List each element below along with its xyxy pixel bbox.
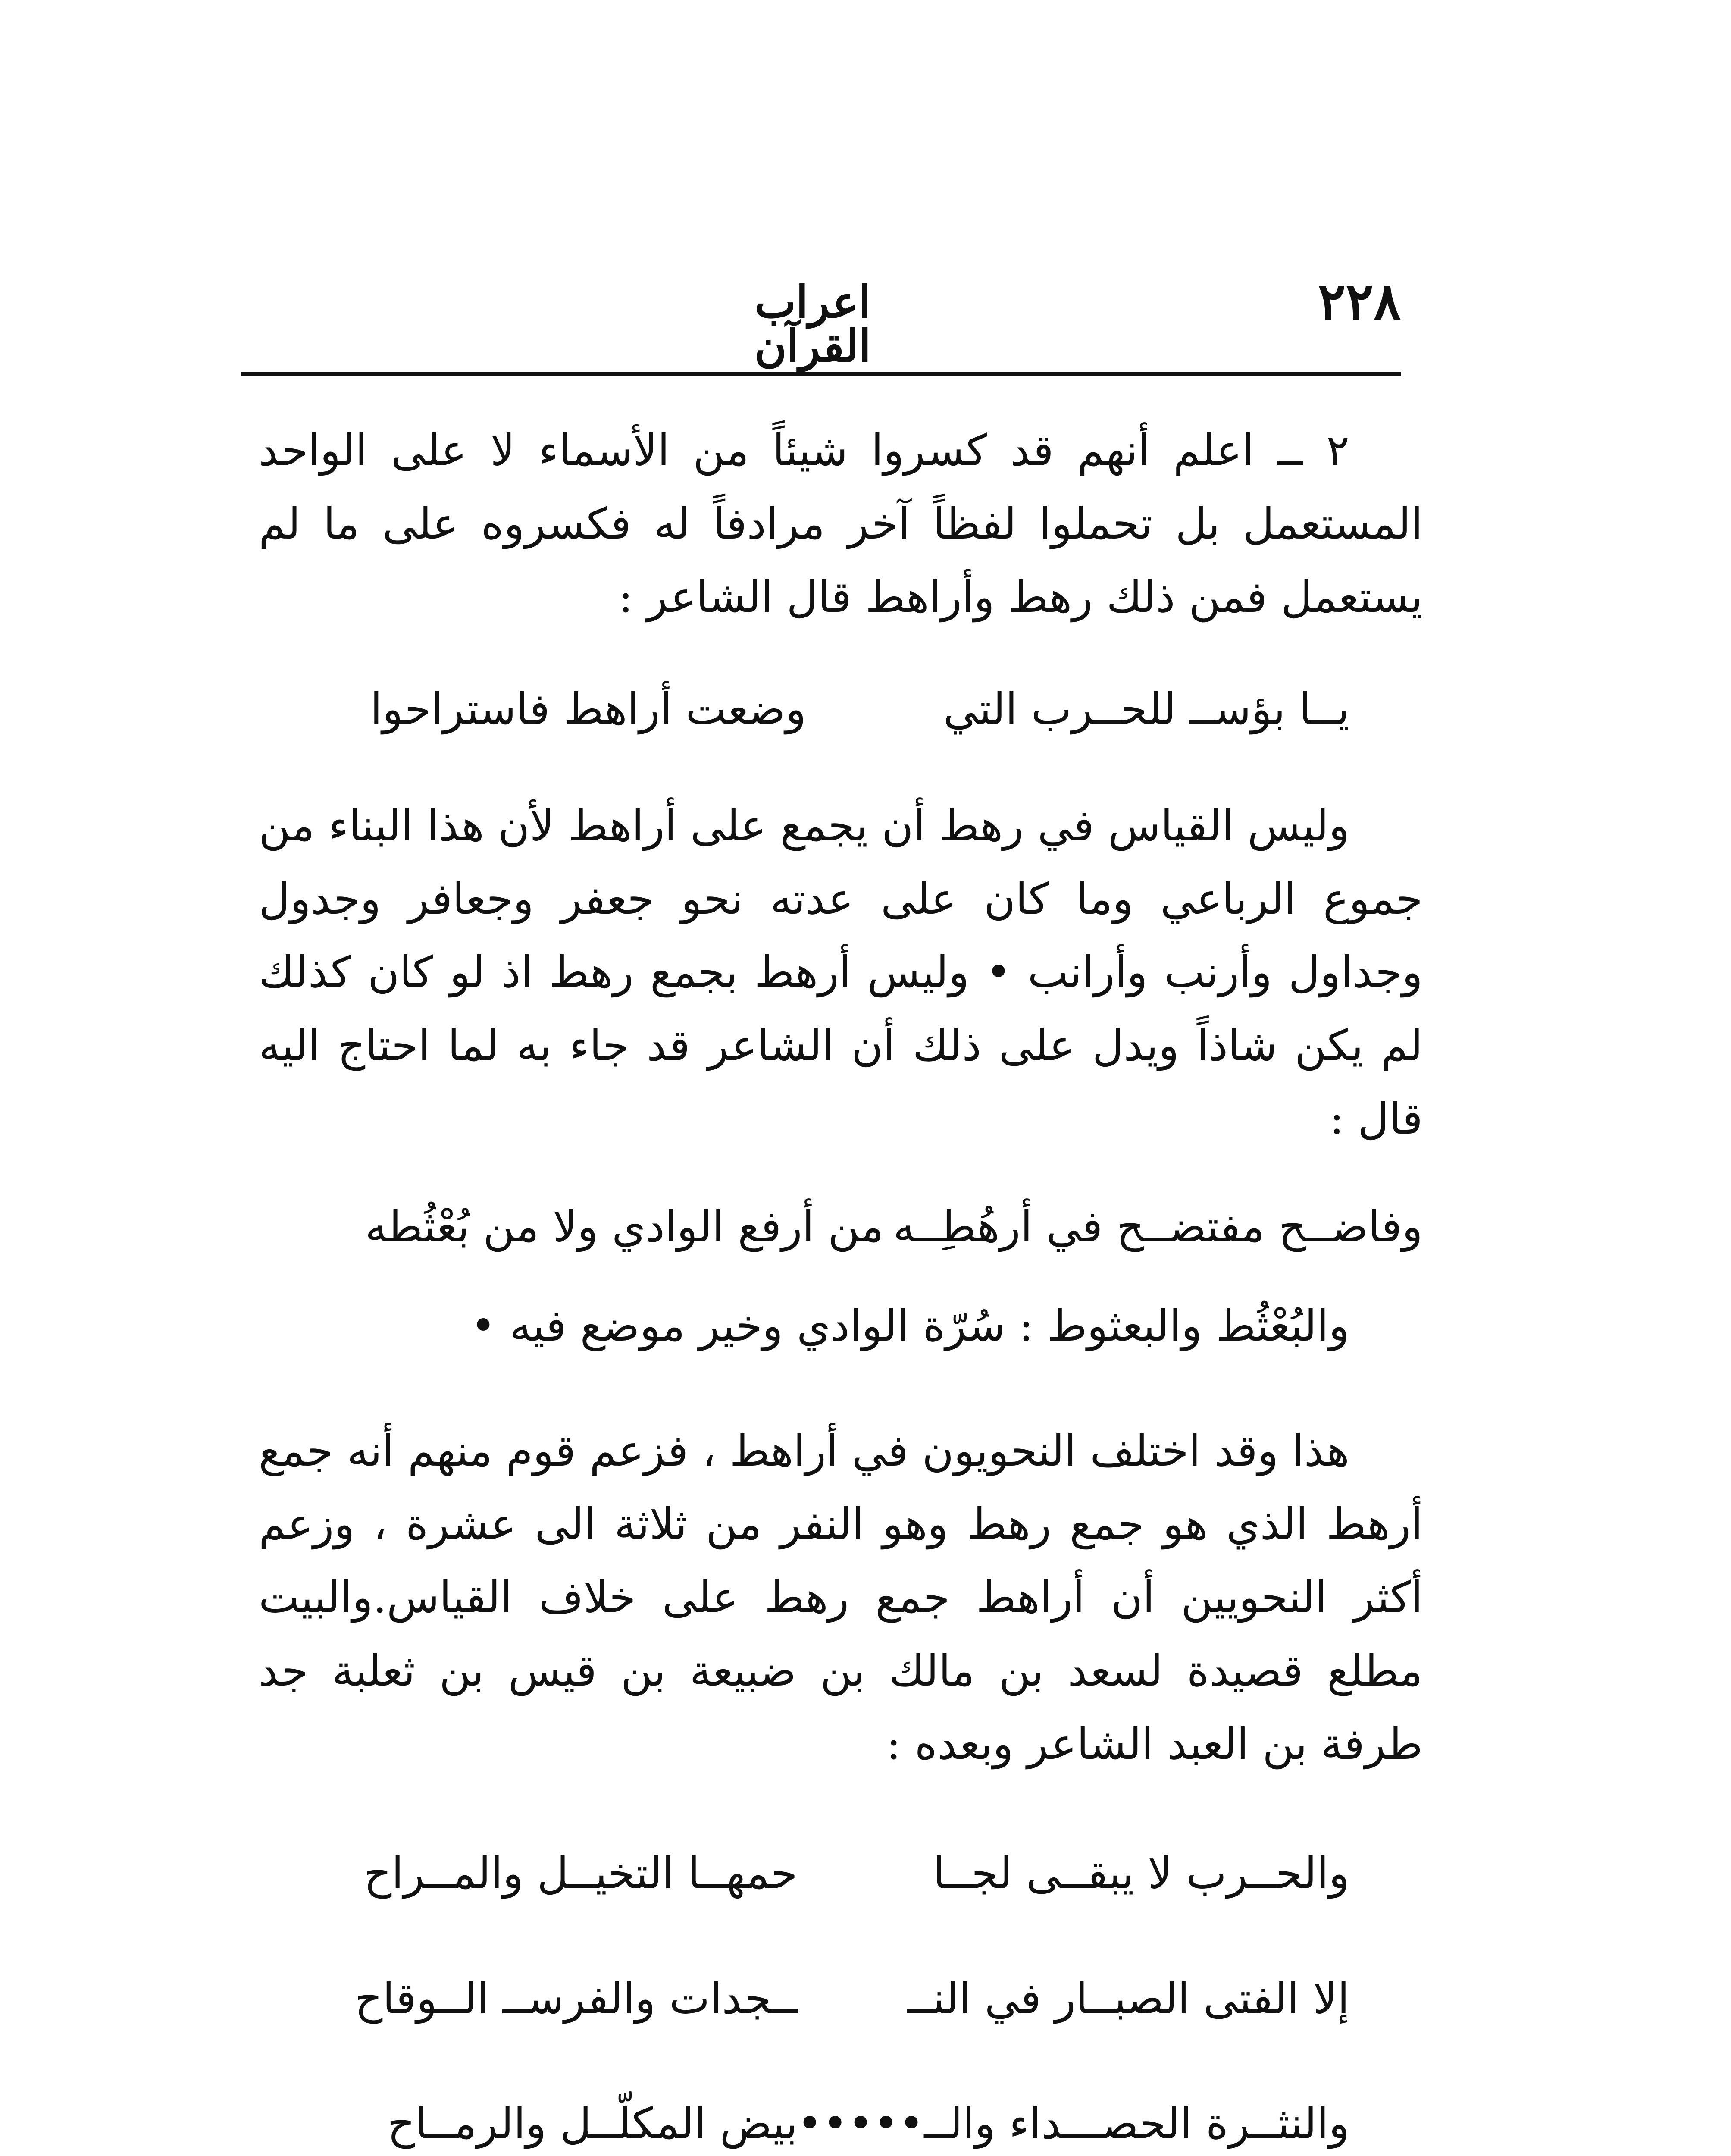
verse-hemistich-second: ــجدات والفرســ الــوقاح [354,1973,798,2024]
verse-hemistich-second: بيض المكلّــل والرمــاح [387,2098,798,2149]
page-number: ٢٢٨ [1318,271,1401,332]
paragraph-1: ٢ ــ اعلم أنهم قد كسروا شيئاً من الأسماء لا على الواحد المستعمل بل تحملوا لفظاً آخر مرادفاً له فكسروه على ما لم يستعمل فمن ذلك رهط وأراهط قال الشاعر : [259,425,1423,622]
paragraph-2: وليس القياس في رهط أن يجمع على أراهط لأن هذا البناء من جموع الرباعي وما كان على عدته نحو جعفر وجعافر وجدول وجداول وأرنب وأرانب • وليس أرهط بجمع رهط اذ لو كان كذلك لم يكن شاذاً ويدل على ذلك أن الشاعر قد جاء به لما احتاج اليه قال : [259,800,1423,1144]
running-title: اعراب القرآن [754,276,871,372]
verse-hemistich-second: من أرفع الوادي ولا من بُعْثُطه [365,1201,884,1252]
verse-4 [259,1966,1423,2031]
verse-2 [259,1194,1423,1259]
page-header [241,259,1401,372]
paragraph-4: هذا وقد اختلف النحويون في أراهط ، فزعم قوم منهم أنه جمع أرهط الذي هو جمع رهط وهو النفر من ثلاثة الى عشرة ، وزعم أكثر النحويين أن أراهط جمع رهط على خلاف القياس.والبيت مطلع قصيدة لسعد بن مالك بن ضبيعة بن قيس بن ثعلبة جد طرفة بن العبد الشاعر وبعده : [259,1426,1423,1769]
verse-1 [259,677,1423,742]
paragraph-3: والبُعْثُط والبعثوط : سُرّة الوادي وخير موضع فيه • [470,1300,1349,1351]
verse-hemistich-first: وفاضــح مفتضــح في أرهُطِــه [893,1201,1423,1252]
page-body [259,414,1423,2156]
header-rule [241,372,1401,376]
verse-hemistich-first: إلا الفتى الصبــار في النــ [908,1973,1349,2024]
verse-hemistich-first: يــا بؤســ للحــرب التي [943,684,1349,734]
verse-hemistich-first: والنثــرة الحصـــداء والــ••••• [797,2098,1349,2149]
verse-hemistich-first: والحــرب لا يبقــى لجــا [933,1848,1349,1899]
verse-5 [259,2091,1423,2156]
verse-hemistich-second: حمهــا التخيــل والمــراح [363,1848,798,1899]
verse-hemistich-second: وضعت أراهط فاستراحوا [370,684,806,734]
verse-3 [259,1841,1423,1906]
